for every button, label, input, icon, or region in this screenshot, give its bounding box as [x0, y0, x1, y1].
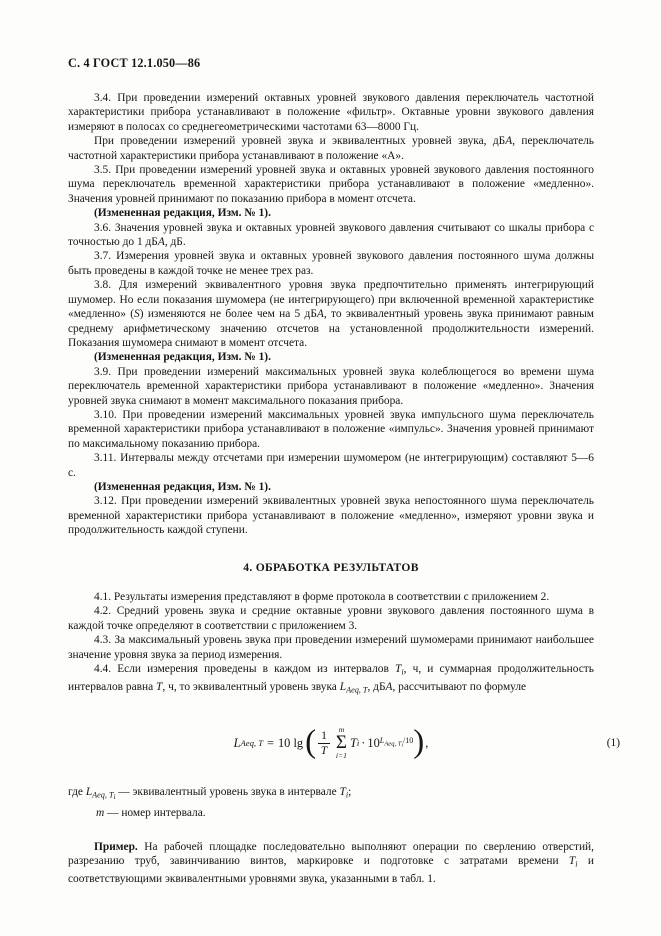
text-segment: Aeq, T	[346, 685, 368, 695]
text-segment: (Измененная редакция, Изм. № 1).	[94, 480, 271, 493]
text-segment: T	[339, 786, 346, 799]
paragraph-4-4: 4.4. Если измерения проведены в каждом из интервалов $T_i$, ч, и суммарная продолжительность интервалов равна T, ч, то эквивалентный уровень звука $L_{Aeq, T}$, дБА, рассчитывают по формуле	[68, 663, 594, 695]
exponent-subscript: Aeq, T	[384, 740, 402, 748]
text-segment: T	[568, 855, 576, 868]
text-segment: m	[96, 806, 105, 819]
equation-number: (1)	[606, 737, 620, 750]
equation-coefficient: 10 lg	[277, 736, 304, 751]
exponent-divisor: /10	[403, 736, 414, 746]
summation-upper-limit: m	[338, 725, 345, 735]
text-segment: i	[345, 790, 349, 800]
text-segment: S	[134, 308, 140, 321]
section-4-heading: 4. ОБРАБОТКА РЕЗУЛЬТАТОВ	[243, 560, 419, 574]
paragraph-4-1: 4.1. Результаты измерения представляют в форме протокола в соответствии с приложением 2.	[94, 591, 550, 603]
exponent-subscript-index: i	[401, 742, 404, 749]
text-segment: (Измененная редакция, Изм. № 1).	[94, 351, 271, 364]
page-header: С. 4 ГОСТ 12.1.050—86	[68, 56, 201, 70]
text-segment: А	[505, 135, 513, 148]
text-segment: Пример.	[94, 841, 138, 853]
paragraph-3-9: 3.9. При проведении измерений максимальных уровней звука колеблющегося во времени шума переключатель временной характеристики прибора устанавливают в положение «медленно». Значения уровней звука снимают в момент максимального показания прибора.	[68, 365, 594, 407]
equation	[233, 723, 429, 761]
paragraph-3-10: 3.10. При проведении измерений максимальных уровней звука импульсного шума переключатель временной характеристики прибора устанавливают в положение «импульс». Значения уровней принимают по максимальному показанию прибора.	[68, 408, 594, 450]
paragraph-3-6: 3.6. Значения уровней звука и октавных уровней звукового давления считывают со шкалы прибора с точностью до 1 дБА, дБ.	[68, 221, 594, 249]
text-segment: L	[85, 786, 93, 799]
amendment-note-1	[68, 206, 594, 220]
paragraph-4-3: 4.3. За максимальный уровень звука при проведении измерений шумомерами принимают наибольшее значение уровня звука за период измерения.	[68, 634, 594, 661]
multiplication-dot: ·	[361, 736, 366, 751]
text-segment: А	[316, 308, 324, 321]
equals-sign: =	[266, 736, 274, 751]
text-segment: А	[157, 236, 165, 249]
text-segment: Aeq, T	[92, 790, 114, 800]
paragraph-3-12: 3.12. При проведении измерений эквивалентных уровней звука непостоянного шума переключатель временной характеристики прибора устанавливают в положение «медленно», измеряют уровни звука и продолжительность каждой ступени.	[68, 495, 594, 537]
formula-block	[68, 721, 620, 765]
where-clause-line-1: где $L_{Aeq, Ti}$ — эквивалентный уровень звука в интервале $T_i$;	[68, 786, 352, 802]
document-body	[68, 91, 620, 887]
where-clause-line-2: m — номер интервала.	[96, 806, 206, 819]
paragraph-3-5: 3.5. При проведении измерений уровней звука и октавных уровней звукового давления постоянного шума переключатель временной характеристики прибора устанавливают в положение «медленно». Значения уровней принимают по показанию прибора в момент отсчета.	[68, 164, 594, 205]
text-segment: А	[385, 680, 393, 693]
text-segment: i	[401, 667, 404, 677]
close-parenthesis: )	[413, 723, 425, 760]
text-segment: T	[156, 680, 163, 693]
fraction-denominator: T	[320, 743, 328, 757]
paragraph-3-7: 3.7. Измерения уровней звука и октавных уровней звукового давления постоянного шума должны быть проведены в каждой точке не менее трех раз.	[68, 250, 594, 277]
fraction-one-over-T	[318, 730, 330, 756]
paragraph-3-4: 3.4. При проведении измерений октавных уровней звукового давления переключатель частотной характеристики прибора устанавливают в положение «фильтр». Октавные уровни звукового давления измеряют в полосах со среднегеометрическими частотами 63—8000 Гц.	[68, 92, 594, 133]
fraction-numerator: 1	[318, 730, 330, 744]
paragraph-3-4-continued: При проведении измерений уровней звука и эквивалентных уровней звука, дБА, переключатель частотной характеристики прибора устанавливают в положение «А».	[68, 135, 595, 162]
equation-lhs: L	[233, 736, 241, 751]
exponent	[380, 737, 413, 749]
exponent-L: L	[379, 736, 385, 746]
text-segment: (Измененная редакция, Изм. № 1).	[94, 207, 271, 220]
power-base: 10	[367, 736, 380, 751]
summation-symbol	[336, 726, 347, 761]
term-T: T	[349, 736, 357, 751]
text-segment: i	[113, 794, 116, 802]
amendment-note-2	[68, 350, 594, 364]
summation-lower-limit: i=1	[335, 751, 347, 761]
paragraph-3-11: 3.11. Интервалы между отсчетами при измерении шумомером (не интегрирующим) составляют 5—6 с.	[68, 452, 594, 479]
example-paragraph: Пример. На рабочей площадке последовательно выполняют операции по сверлению отверстий, разрезанию труб, завинчиванию винтов, маркировке и подготовке с затратами времени $T_i$ и соответствующими эквивалентными уровнями звука, указанными в табл. 1.	[68, 841, 594, 886]
text-segment: L	[339, 680, 347, 693]
sigma-glyph: Σ	[335, 732, 347, 754]
text-segment: i	[575, 859, 578, 869]
equation-lhs-subscript: Aeq, T	[240, 738, 263, 749]
paragraph-4-2: 4.2. Средний уровень звука и средние октавные уровни звукового давления постоянного шума в каждой точке определяют в соответствии с приложением 3.	[68, 605, 594, 632]
term-T-subscript: i	[356, 738, 360, 749]
open-parenthesis: (	[305, 723, 317, 760]
paragraph-3-8: 3.8. Для измерений эквивалентного уровня звука предпочтительно применять интегрирующий шумомер. Но если показания шумомера (не интегрирующего) при включенной временной характеристике «медленно» (S) изменяются не более чем на 5 дБА, то эквивалентный уровень звука принимают равным среднему арифметическому значению отсчетов на установленной продолжительности измерений. Показания шумомера снимают в момент отсчета.	[68, 279, 594, 349]
text-segment: T	[394, 663, 402, 676]
amendment-note-3	[68, 480, 594, 494]
trailing-comma: ,	[425, 736, 429, 751]
